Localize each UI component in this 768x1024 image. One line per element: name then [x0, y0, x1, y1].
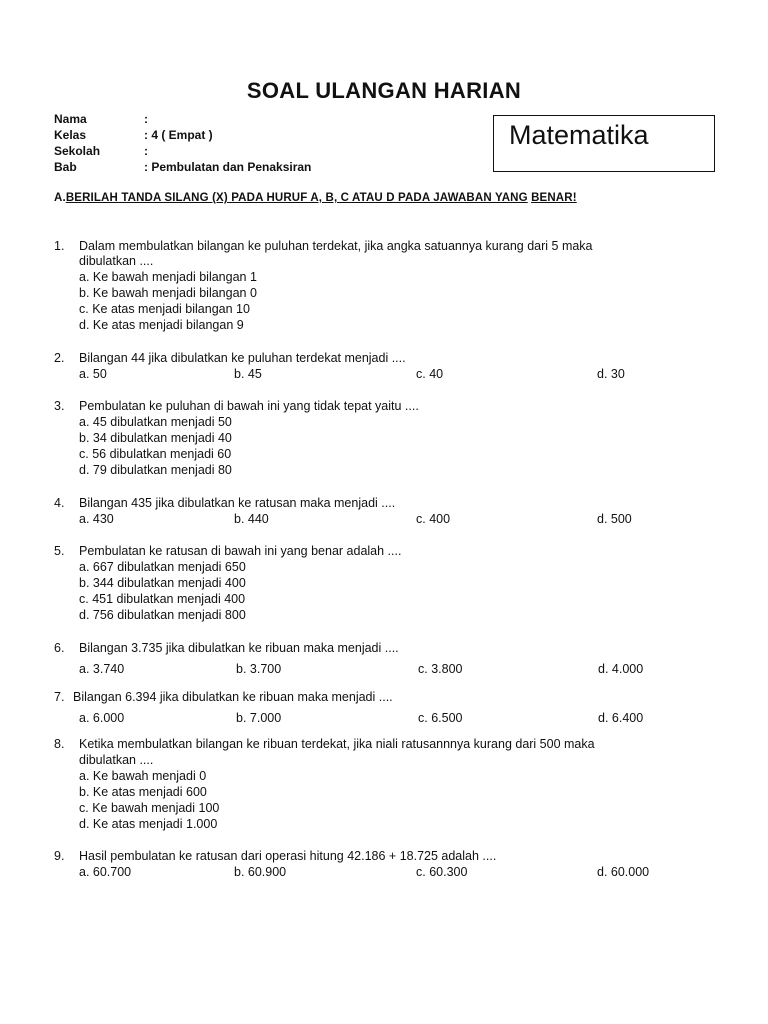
- answer-option[interactable]: d. 500: [597, 512, 632, 526]
- answer-option[interactable]: a. 667 dibulatkan menjadi 650: [79, 560, 246, 574]
- answer-option[interactable]: c. 40: [416, 367, 444, 381]
- section-prefix: A.: [54, 192, 66, 204]
- answer-option[interactable]: d. 79 dibulatkan menjadi 80: [79, 463, 232, 477]
- instruction-main: BERILAH TANDA SILANG (X) PADA HURUF A, B, C ATAU D PADA JAWABAN YANG: [65, 192, 528, 204]
- question-text: Bilangan 44 jika dibulatkan ke puluhan terdekat menjadi ....: [79, 351, 406, 365]
- field-value-kelas: : 4 ( Empat ): [144, 128, 213, 142]
- question-number: 7.: [54, 690, 65, 704]
- field-label-kelas: Kelas: [54, 128, 87, 142]
- answer-option[interactable]: b. 344 dibulatkan menjadi 400: [79, 576, 246, 590]
- question-number: 3.: [54, 399, 65, 413]
- question-number: 2.: [54, 351, 65, 365]
- answer-option[interactable]: c. 400: [416, 512, 451, 526]
- question-text: Pembulatan ke ratusan di bawah ini yang benar adalah ....: [79, 544, 402, 558]
- answer-option[interactable]: d. 30: [597, 367, 625, 381]
- answer-option[interactable]: d. Ke atas menjadi bilangan 9: [79, 318, 244, 332]
- answer-option[interactable]: d. 60.000: [597, 865, 650, 879]
- field-label-nama: Nama: [54, 112, 87, 126]
- question-text: Pembulatan ke puluhan di bawah ini yang tidak tepat yaitu ....: [79, 399, 419, 413]
- answer-option[interactable]: d. 756 dibulatkan menjadi 800: [79, 608, 246, 622]
- field-label-sekolah: Sekolah: [54, 144, 101, 158]
- answer-option[interactable]: a. 50: [79, 367, 107, 381]
- answer-option[interactable]: c. 451 dibulatkan menjadi 400: [79, 592, 246, 606]
- question-number: 1.: [54, 239, 65, 253]
- question-text: Bilangan 3.735 jika dibulatkan ke ribuan maka menjadi ....: [79, 641, 399, 655]
- answer-option[interactable]: d. 6.400: [598, 711, 644, 725]
- question-number: 9.: [54, 849, 65, 863]
- question-number: 6.: [54, 641, 65, 655]
- answer-option[interactable]: b. Ke bawah menjadi bilangan 0: [79, 286, 257, 300]
- field-value-sekolah: :: [144, 144, 148, 158]
- answer-option[interactable]: a. 60.700: [79, 865, 132, 879]
- field-value-nama: :: [144, 112, 148, 126]
- question-text: Dalam membulatkan bilangan ke puluhan terdekat, jika angka satuannya kurang dari 5 maka: [79, 239, 593, 253]
- subject-box: [493, 115, 715, 172]
- question-number: 4.: [54, 496, 65, 510]
- answer-option[interactable]: a. 3.740: [79, 662, 125, 676]
- answer-option[interactable]: a. 430: [79, 512, 114, 526]
- answer-option[interactable]: b. 34 dibulatkan menjadi 40: [79, 431, 232, 445]
- answer-option[interactable]: b. 7.000: [236, 711, 282, 725]
- answer-option[interactable]: c. 60.300: [416, 865, 468, 879]
- question-text: dibulatkan ....: [79, 254, 154, 268]
- question-text: Bilangan 6.394 jika dibulatkan ke ribuan maka menjadi ....: [73, 690, 393, 704]
- answer-option[interactable]: d. 4.000: [598, 662, 644, 676]
- question-text: Ketika membulatkan bilangan ke ribuan terdekat, jika niali ratusannnya kurang dari 500 maka: [79, 737, 595, 751]
- instruction-last: BENAR!: [531, 192, 577, 204]
- field-value-bab: : Pembulatan dan Penaksiran: [144, 160, 312, 174]
- answer-option[interactable]: b. Ke atas menjadi 600: [79, 785, 207, 799]
- answer-option[interactable]: c. Ke atas menjadi bilangan 10: [79, 302, 250, 316]
- question-text: Hasil pembulatan ke ratusan dari operasi hitung 42.186 + 18.725 adalah ....: [79, 849, 497, 863]
- answer-option[interactable]: a. Ke bawah menjadi bilangan 1: [79, 270, 257, 284]
- question-number: 8.: [54, 737, 65, 751]
- answer-option[interactable]: a. Ke bawah menjadi 0: [79, 769, 207, 783]
- answer-option[interactable]: b. 440: [234, 512, 269, 526]
- section-instruction: [54, 192, 577, 204]
- answer-option[interactable]: a. 6.000: [79, 711, 125, 725]
- answer-option[interactable]: a. 45 dibulatkan menjadi 50: [79, 415, 232, 429]
- answer-option[interactable]: c. 6.500: [418, 711, 463, 725]
- question-text: dibulatkan ....: [79, 753, 154, 767]
- answer-option[interactable]: b. 3.700: [236, 662, 282, 676]
- question-text: Bilangan 435 jika dibulatkan ke ratusan maka menjadi ....: [79, 496, 396, 510]
- answer-option[interactable]: b. 60.900: [234, 865, 287, 879]
- question-number: 5.: [54, 544, 65, 558]
- answer-option[interactable]: c. Ke bawah menjadi 100: [79, 801, 220, 815]
- field-label-bab: Bab: [54, 160, 77, 174]
- answer-option[interactable]: c. 56 dibulatkan menjadi 60: [79, 447, 232, 461]
- answer-option[interactable]: c. 3.800: [418, 662, 463, 676]
- answer-option[interactable]: d. Ke atas menjadi 1.000: [79, 817, 218, 831]
- subject-title: Matematika: [509, 120, 649, 150]
- page-title: SOAL ULANGAN HARIAN: [246, 78, 522, 103]
- answer-option[interactable]: b. 45: [234, 367, 262, 381]
